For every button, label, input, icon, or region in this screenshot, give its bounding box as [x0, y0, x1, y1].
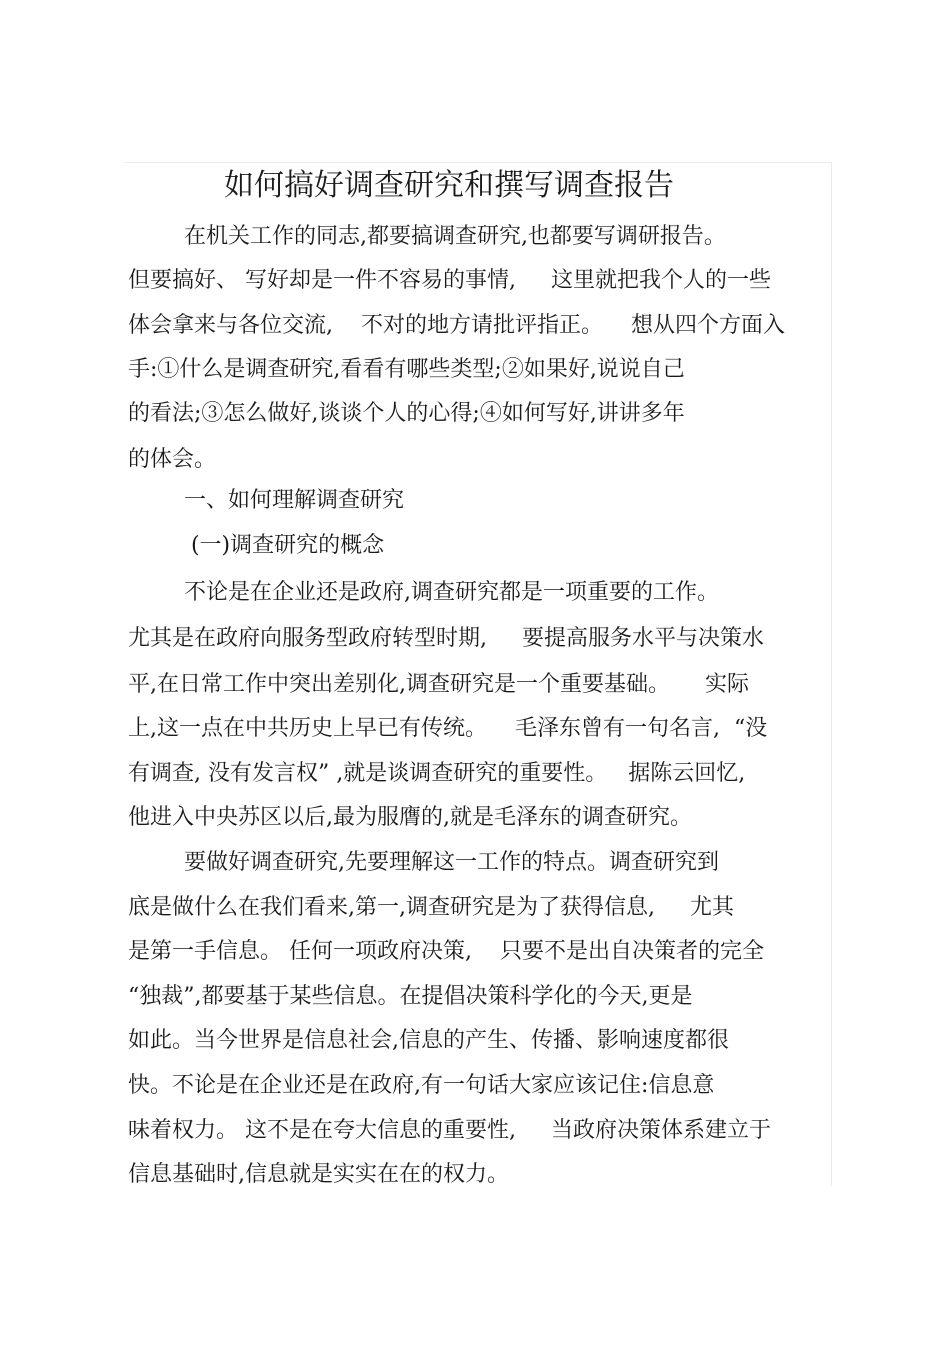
body-line: 尤其是在政府向服务型政府转型时期, 要提高服务水平与决策水: [128, 626, 764, 651]
body-line: 信息基础时,信息就是实实在在的权力。: [128, 1162, 509, 1187]
body-line: 味着权力。 这不是在夸大信息的重要性, 当政府决策体系建立于: [128, 1118, 771, 1143]
section-heading: 一、如何理解调查研究: [128, 488, 404, 513]
body-line: 体会拿来与各位交流, 不对的地方请批评指正。 想从四个方面入: [128, 313, 785, 338]
body-line: 手:①什么是调查研究,看看有哪些类型;②如果好,说说自己: [128, 357, 685, 382]
body-line: 是第一手信息。 任何一项政府决策, 只要不是出自决策者的完全: [128, 939, 764, 964]
body-line: 他进入中央苏区以后,最为服膺的,就是毛泽东的调查研究。: [128, 805, 692, 830]
body-line: 底是做什么在我们看来,第一,调查研究是为了获得信息, 尤其: [128, 895, 734, 920]
body-line: 要做好调查研究,先要理解这一工作的特点。调查研究到: [128, 850, 719, 875]
subsection-heading: (一)调查研究的概念: [128, 533, 385, 558]
body-line: 的体会。: [128, 447, 217, 472]
body-line: 的看法;③怎么做好,谈谈个人的心得;④如何写好,讲讲多年: [128, 401, 685, 426]
body-line: 上,这一点在中共历史上早已有传统。 毛泽东曾有一句名言, “没: [128, 716, 768, 741]
body-line: 在机关工作的同志,都要搞调查研究,也都要写调研报告。: [128, 224, 726, 249]
document-title: 如何搞好调查研究和撰写调查报告: [224, 168, 674, 203]
body-line: 不论是在企业还是政府,调查研究都是一项重要的工作。: [128, 580, 719, 605]
body-line: 快。不论是在企业还是在政府,有一句话大家应该记住:信息意: [128, 1073, 715, 1098]
body-line: 有调查, 没有发言权” ,就是谈调查研究的重要性。 据陈云回忆,: [128, 761, 746, 786]
body-line: “独裁”,都要基于某些信息。在提倡决策科学化的今天,更是: [128, 984, 693, 1009]
body-line: 如此。当今世界是信息社会,信息的产生、传播、影响速度都很: [128, 1028, 729, 1053]
body-line: 平,在日常工作中突出差别化,调查研究是一个重要基础。 实际: [128, 672, 749, 697]
body-line: 但要搞好、 写好却是一件不容易的事情, 这里就把我个人的一些: [128, 268, 771, 293]
